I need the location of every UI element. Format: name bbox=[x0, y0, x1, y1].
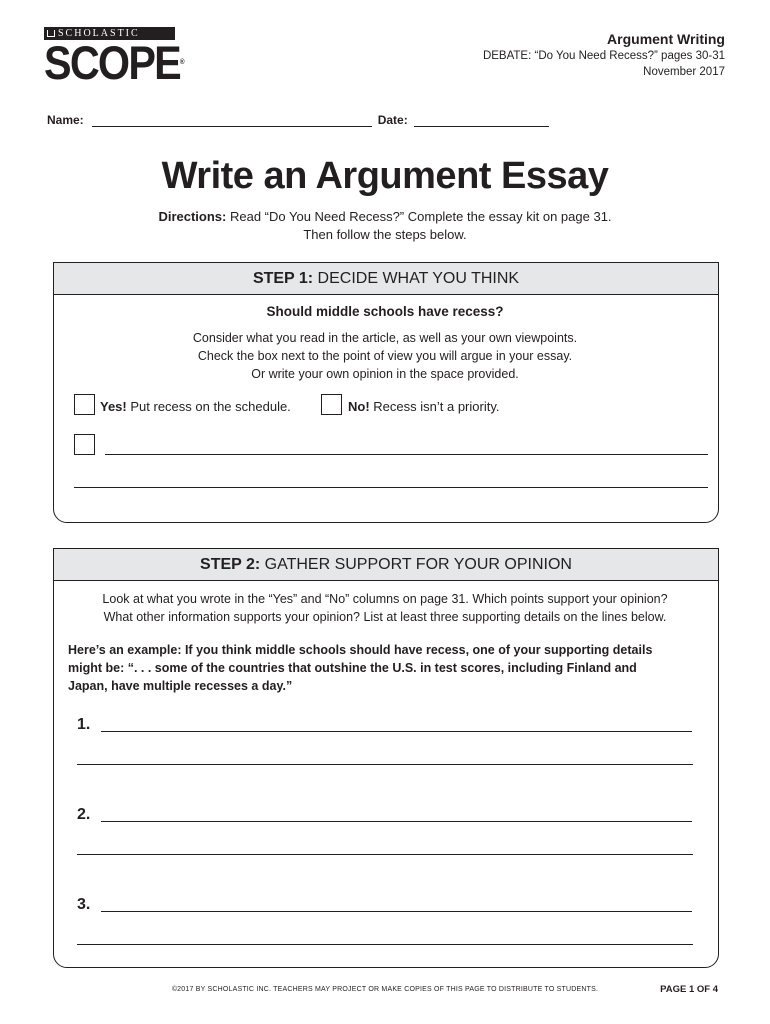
detail-1-line-2[interactable] bbox=[77, 764, 693, 765]
yes-text: Put recess on the schedule. bbox=[126, 399, 291, 414]
yes-option-label bbox=[100, 399, 291, 414]
step2-label: STEP 2: bbox=[200, 556, 261, 573]
scholastic-text: SCHOLASTIC bbox=[58, 28, 140, 39]
step1-line-1: Consider what you read in the article, as well as your own viewpoints. bbox=[192, 331, 578, 345]
step1-box bbox=[53, 262, 719, 523]
worksheet-type: Argument Writing bbox=[607, 31, 725, 47]
detail-3-line-2[interactable] bbox=[77, 944, 693, 945]
scope-logo bbox=[44, 27, 183, 89]
example-line-2: might be: “. . . some of the countries that outshine the U.S. in test scores, including Finland and bbox=[68, 661, 637, 675]
step1-label: STEP 1: bbox=[252, 270, 314, 287]
yes-checkbox[interactable] bbox=[74, 394, 95, 415]
step1-line-2: Check the box next to the point of view you will argue in your essay. bbox=[197, 349, 573, 363]
trademark-symbol: ® bbox=[180, 59, 183, 66]
scope-wordmark bbox=[44, 36, 183, 89]
directions-label: Directions: bbox=[158, 209, 227, 224]
detail-2-line-1[interactable] bbox=[101, 821, 692, 822]
directions-text-2: Then follow the steps below. bbox=[303, 227, 467, 242]
step2-intro-line-2: What other information supports your opinion? List at least three supporting details on the lines below. bbox=[103, 610, 667, 624]
example-line-1: Here’s an example: If you think middle schools should have recess, one of your supporting details bbox=[68, 643, 653, 657]
directions-text: Read “Do You Need Recess?” Complete the essay kit on page 31. bbox=[226, 209, 612, 224]
step1-title: DECIDE WHAT YOU THINK bbox=[313, 270, 520, 287]
no-option-label bbox=[348, 399, 499, 414]
step1-line-3: Or write your own opinion in the space provided. bbox=[251, 367, 519, 381]
example-line-3: Japan, have multiple recesses a day.” bbox=[68, 679, 293, 693]
step2-header bbox=[54, 549, 718, 581]
step1-question: Should middle schools have recess? bbox=[266, 304, 504, 319]
page-title: Write an Argument Essay bbox=[161, 155, 609, 197]
item-number-3: 3. bbox=[77, 896, 91, 913]
header-info bbox=[483, 30, 725, 80]
no-checkbox[interactable] bbox=[321, 394, 342, 415]
date-field[interactable] bbox=[414, 115, 549, 127]
name-label: Name: bbox=[47, 113, 84, 127]
name-field[interactable] bbox=[92, 115, 372, 127]
issue-date: November 2017 bbox=[643, 66, 725, 78]
copyright-notice: ©2017 BY SCHOLASTIC INC. TEACHERS MAY PROJECT OR MAKE COPIES OF THIS PAGE TO DISTRIBUTE TO STUDENTS. bbox=[171, 986, 599, 993]
no-text: Recess isn’t a priority. bbox=[369, 399, 500, 414]
step1-instructions bbox=[0, 329, 770, 383]
debate-reference: DEBATE: “Do You Need Recess?” pages 30-31 bbox=[482, 50, 725, 62]
page-number: PAGE 1 OF 4 bbox=[660, 984, 718, 995]
detail-1-line-1[interactable] bbox=[101, 731, 692, 732]
own-opinion-line-1[interactable] bbox=[105, 454, 708, 455]
directions bbox=[0, 208, 770, 244]
detail-2-line-2[interactable] bbox=[77, 854, 693, 855]
date-label: Date: bbox=[377, 113, 408, 127]
step1-header bbox=[54, 263, 718, 295]
scope-text: SCOPE bbox=[44, 36, 181, 89]
step2-title: GATHER SUPPORT FOR YOUR OPINION bbox=[260, 556, 572, 573]
item-number-1: 1. bbox=[77, 716, 91, 733]
name-date-row bbox=[47, 113, 549, 127]
no-bold: No! bbox=[348, 399, 370, 414]
step2-intro bbox=[0, 590, 770, 626]
item-number-2: 2. bbox=[77, 806, 91, 823]
step2-example bbox=[68, 641, 652, 695]
yes-bold: Yes! bbox=[100, 399, 127, 414]
own-opinion-checkbox[interactable] bbox=[74, 434, 95, 455]
step2-intro-line-1: Look at what you wrote in the “Yes” and “No” columns on page 31. Which points support your opinion? bbox=[102, 592, 668, 606]
detail-3-line-1[interactable] bbox=[101, 911, 692, 912]
own-opinion-line-2[interactable] bbox=[74, 487, 708, 488]
